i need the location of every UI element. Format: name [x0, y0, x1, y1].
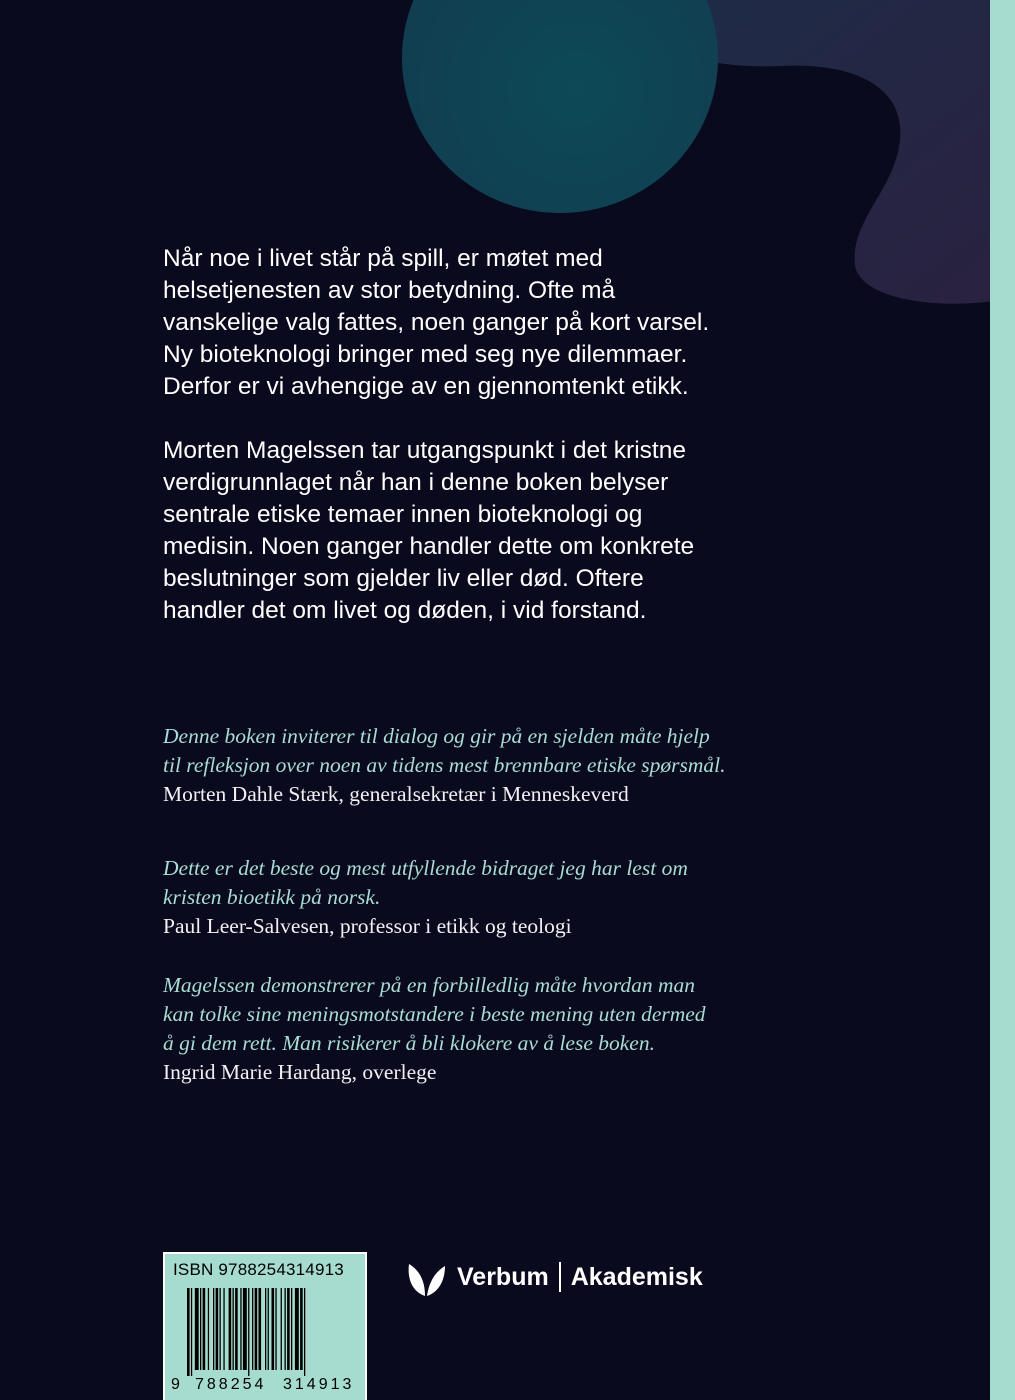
barcode-bar [187, 1288, 190, 1376]
review-quote [163, 722, 763, 809]
blurb-line: Morten Magelssen tar utgangspunkt i det kristne [163, 437, 686, 464]
blurb-line: sentrale etiske temaer innen bioteknologi og [163, 501, 643, 528]
barcode-bar [295, 1288, 299, 1370]
blurb-line: verdigrunnlaget når han i denne boken belyser [163, 469, 669, 496]
isbn-barcode-block [163, 1252, 367, 1400]
review-quote-line: kristen bioetikk på norsk. [163, 885, 381, 909]
barcode-bar [191, 1288, 192, 1376]
barcode-bar [213, 1288, 214, 1370]
barcode-digits-right: 314913 [283, 1376, 355, 1393]
review-quote-line: til refleksjon over noen av tidens mest brennbare etiske spørsmål. [163, 753, 726, 777]
blurb-line: helsetjenesten av stor betydning. Ofte må [163, 277, 616, 304]
review-quote-line: kan tolke sine meningsmotstandere i beste mening uten dermed [163, 1002, 706, 1026]
publisher-divider [559, 1262, 561, 1292]
publisher-logo-group [405, 1256, 703, 1298]
barcode-bar [281, 1288, 282, 1370]
blurb-line: vanskelige valg fattes, noen ganger på kort varsel. [163, 309, 710, 336]
blurb-paragraph-1 [163, 243, 783, 403]
leaf-logo-icon [405, 1256, 447, 1298]
review-attribution: Ingrid Marie Hardang, overlege [163, 1060, 437, 1084]
barcode-bar [195, 1288, 199, 1370]
publisher-name: Verbum [457, 1262, 549, 1291]
review-attribution: Paul Leer-Salvesen, professor i etikk og teologi [163, 914, 572, 938]
review-quote-line: Dette er det beste og mest utfyllende bidraget jeg har lest om [163, 856, 688, 880]
blurb-line: Ny bioteknologi bringer med seg nye dilemmaer. [163, 341, 688, 368]
barcode-digits-left: 788254 [195, 1376, 267, 1393]
review-quote-line: Denne boken inviterer til dialog og gir på en sjelden måte hjelp [163, 724, 710, 748]
barcode-bar [268, 1288, 269, 1370]
blurb-paragraph-2 [163, 435, 783, 627]
spine-strip [990, 0, 1015, 1400]
barcode-bar [300, 1288, 303, 1370]
review-quote [163, 854, 763, 941]
barcode-bar [208, 1288, 209, 1370]
teal-blob [402, 0, 718, 213]
barcode-bar [243, 1288, 247, 1370]
barcode-bar [220, 1288, 221, 1370]
barcode-bar [259, 1288, 262, 1370]
review-attribution: Morten Dahle Stærk, generalsekretær i Menneskeverd [163, 782, 629, 806]
barcode-bar [240, 1288, 241, 1370]
barcode-bar [229, 1288, 232, 1370]
barcode-bar [216, 1288, 219, 1370]
blurb-line: Når noe i livet står på spill, er møtet med [163, 245, 603, 272]
review-quote-line: Magelssen demonstrerer på en forbilledlig måte hvordan man [163, 973, 696, 997]
barcode-bar [304, 1288, 305, 1376]
barcode-bar [291, 1288, 292, 1370]
barcode-bar [272, 1288, 275, 1370]
barcode-bar [285, 1288, 286, 1370]
barcode-icon [187, 1288, 347, 1376]
barcode-bar [203, 1288, 206, 1370]
barcode-bar [235, 1288, 238, 1370]
isbn-label: ISBN 9788254314913 [173, 1260, 344, 1279]
barcode-bar [233, 1288, 234, 1370]
barcode-bar [200, 1288, 201, 1370]
barcode-digit-first: 9 [171, 1376, 180, 1393]
review-quote [163, 971, 763, 1087]
review-quote-line: å gi dem rett. Man risikerer å bli klokere av å lese boken. [163, 1031, 655, 1055]
blurb-line: Derfor er vi avhengige av en gjennomtenkt etikk. [163, 373, 689, 400]
barcode-bar [287, 1288, 290, 1370]
blurb-line: medisin. Noen ganger handler dette om konkrete [163, 533, 695, 560]
blurb-line: handler det om livet og døden, i vid forstand. [163, 597, 647, 624]
barcode-bar [255, 1288, 258, 1370]
barcode-bar [265, 1288, 266, 1370]
barcode-bar [248, 1288, 249, 1376]
barcode-bar [252, 1288, 253, 1370]
blurb-line: beslutninger som gjelder liv eller død. Oftere [163, 565, 644, 592]
publisher-imprint: Akademisk [570, 1262, 703, 1291]
barcode-bar [275, 1288, 276, 1370]
barcode-bar [223, 1288, 224, 1370]
